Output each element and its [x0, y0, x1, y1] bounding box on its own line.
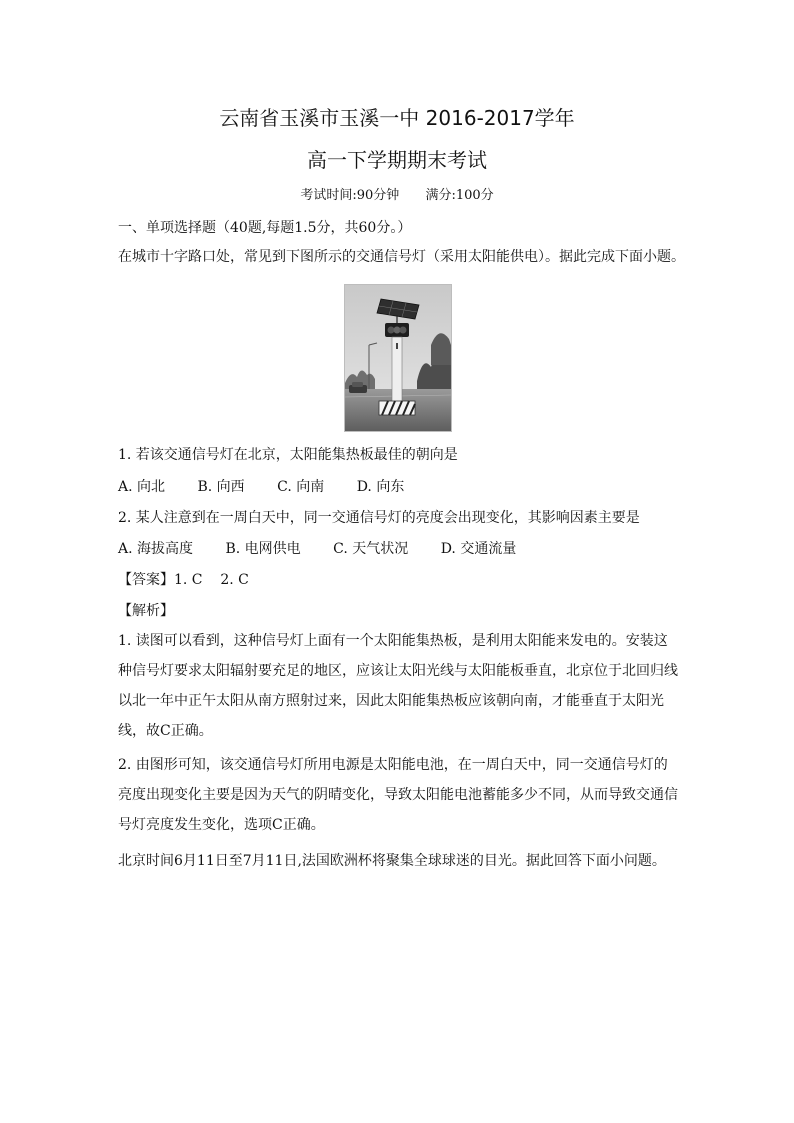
q2-option-b: B. 电网供电 [225, 541, 301, 557]
exam-subtitle: 高一下学期期末考试 [307, 148, 487, 172]
q2-option-c: C. 天气状况 [333, 541, 409, 557]
q2-option-a: A. 海拔高度 [118, 541, 194, 557]
section-intro: 在城市十字路口处，常见到下图所示的交通信号灯（采用太阳能供电）。据此完成下面小题。 [118, 249, 685, 265]
question-2: 2. 某人注意到在一周白天中，同一交通信号灯的亮度会出现变化，其影响因素主要是 [118, 510, 640, 526]
traffic-light-photo [344, 284, 452, 432]
answer-line [118, 569, 688, 591]
exam-title: 云南省玉溪市玉溪一中 2016-2017学年 [219, 106, 575, 130]
question-1: 1. 若该交通信号灯在北京，太阳能集热板最佳的朝向是 [118, 447, 458, 463]
q1-option-c: C. 向南 [277, 479, 325, 495]
question-1-options [118, 476, 688, 498]
q1-option-a: A. 向北 [118, 479, 166, 495]
section-heading: 一、单项选择题（40题,每题1.5分，共60分。） [118, 220, 412, 236]
analysis-paragraph-1: 1. 读图可以看到，这种信号灯上面有一个太阳能集热板，是利用太阳能来发电的。安装这种信号灯要求太阳辐射要充足的地区，应该让太阳光线与太阳能板垂直，北京位于北回归线以北一年中正午太阳从南方照射过来，因此太阳能集热板应该朝向南，才能垂直于太阳光线，故C正确。 [118, 633, 678, 739]
q1-option-d: D. 向东 [356, 479, 405, 495]
next-section-intro: 北京时间6月11日至7月11日,法国欧洲杯将聚集全球球迷的目光。据此回答下面小问题。 [118, 853, 666, 869]
answer-label: 【答案】 [118, 572, 174, 588]
exam-time: 考试时间:90分钟 [300, 188, 400, 203]
analysis-label: 【解析】 [118, 603, 174, 619]
analysis-paragraph-2: 2. 由图形可知，该交通信号灯所用电源是太阳能电池，在一周白天中，同一交通信号灯的亮度出现变化主要是因为天气的阴晴变化，导致太阳能电池蓄能多少不同，从而导致交通信号灯亮度发生变化，选项C正确。 [118, 757, 678, 833]
q2-option-d: D. 交通流量 [440, 541, 517, 557]
q1-option-b: B. 向西 [197, 479, 245, 495]
exam-meta [0, 186, 794, 206]
answer-value: 1. C 2. C [174, 572, 249, 588]
solar-traffic-light-image [345, 285, 451, 431]
full-score: 满分:100分 [425, 188, 494, 203]
question-2-options [118, 538, 688, 560]
